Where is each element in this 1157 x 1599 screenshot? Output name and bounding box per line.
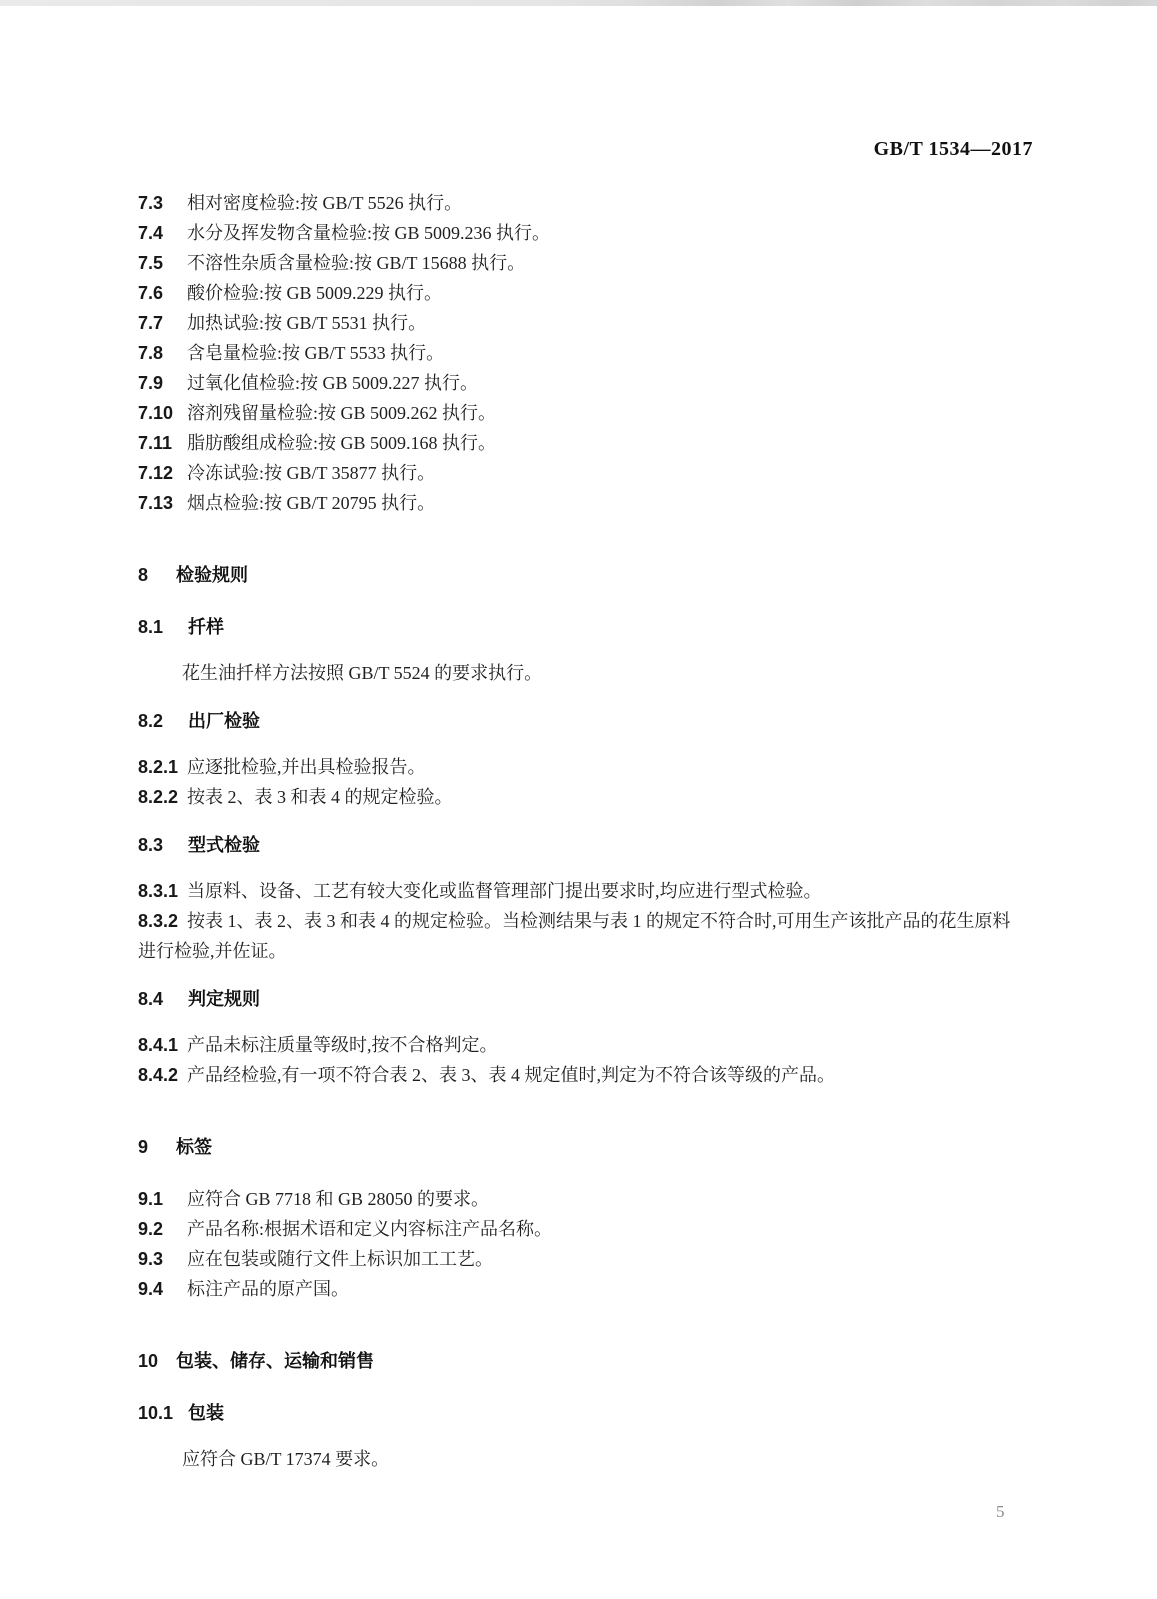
- clause-7-12: [138, 458, 1022, 488]
- subsection-number: 10.1: [138, 1403, 174, 1423]
- subsection-number: 8.2: [138, 711, 164, 731]
- clause-text: 标注产品的原产国。: [187, 1279, 349, 1299]
- clause-text: 应在包装或随行文件上标识加工工艺。: [187, 1249, 493, 1269]
- subsection-title: 判定规则: [188, 989, 260, 1009]
- subsection-number: 8.1: [138, 617, 164, 637]
- paragraph-packaging: 应符合 GB/T 17374 要求。: [182, 1449, 390, 1469]
- clause-number: 8.4.1: [138, 1035, 179, 1055]
- clause-8-2-2: [138, 782, 1022, 812]
- section-number: 10: [138, 1351, 159, 1371]
- clause-number: 7.6: [138, 283, 164, 303]
- clause-number: 7.8: [138, 343, 164, 363]
- clause-text: 酸价检验:按 GB 5009.229 执行。: [187, 283, 443, 303]
- clause-9-3: [138, 1244, 1022, 1274]
- subsection-heading-8-1: [138, 612, 1022, 642]
- clause-text: 应符合 GB 7718 和 GB 28050 的要求。: [187, 1189, 490, 1209]
- clause-7-5: [138, 248, 1022, 278]
- clause-number: 7.13: [138, 493, 174, 513]
- clause-number: 7.10: [138, 403, 174, 423]
- paragraph-sampling: 花生油扦样方法按照 GB/T 5524 的要求执行。: [182, 663, 543, 683]
- subsection-heading-10-1: [138, 1398, 1022, 1428]
- clause-7-6: [138, 278, 1022, 308]
- clause-7-7: [138, 308, 1022, 338]
- subsection-heading-8-3: [138, 830, 1022, 860]
- clause-number: 7.9: [138, 373, 164, 393]
- subsection-title: 型式检验: [188, 835, 260, 855]
- clause-7-11: [138, 428, 1022, 458]
- clause-text: 溶剂残留量检验:按 GB 5009.262 执行。: [187, 403, 497, 423]
- section-title: 包装、储存、运输和销售: [176, 1351, 374, 1371]
- clause-number: 7.11: [138, 433, 173, 453]
- clause-number: 8.2.2: [138, 787, 179, 807]
- section-number: 9: [138, 1137, 149, 1157]
- subsection-number: 8.3: [138, 835, 164, 855]
- clause-number: 7.12: [138, 463, 174, 483]
- standard-number-header: GB/T 1534—2017: [873, 138, 1033, 160]
- clause-7-9: [138, 368, 1022, 398]
- clause-number: 9.2: [138, 1219, 164, 1239]
- subsection-heading-8-2: [138, 706, 1022, 736]
- clause-text: 相对密度检验:按 GB/T 5526 执行。: [187, 193, 463, 213]
- clause-number: 8.3.2: [138, 911, 179, 931]
- clause-9-1: [138, 1184, 1022, 1214]
- clause-number: 8.2.1: [138, 757, 179, 777]
- clause-text: 过氧化值检验:按 GB 5009.227 执行。: [187, 373, 479, 393]
- clause-text: 脂肪酸组成检验:按 GB 5009.168 执行。: [187, 433, 497, 453]
- document-content: [138, 188, 1022, 1488]
- clause-number: 8.3.1: [138, 881, 179, 901]
- clause-text: 不溶性杂质含量检验:按 GB/T 15688 执行。: [187, 253, 526, 273]
- clause-7-8: [138, 338, 1022, 368]
- clause-number: 7.3: [138, 193, 164, 213]
- section-title: 标签: [176, 1137, 212, 1157]
- clause-number: 9.4: [138, 1279, 164, 1299]
- section-number: 8: [138, 565, 149, 585]
- clause-8-4-1: [138, 1030, 1022, 1060]
- clause-number: 7.7: [138, 313, 164, 333]
- clause-text: 产品经检验,有一项不符合表 2、表 3、表 4 规定值时,判定为不符合该等级的产品。: [187, 1065, 835, 1085]
- clause-8-2-1: [138, 752, 1022, 782]
- clause-text: 含皂量检验:按 GB/T 5533 执行。: [187, 343, 445, 363]
- section-title: 检验规则: [176, 565, 248, 585]
- subsection-heading-8-4: [138, 984, 1022, 1014]
- clause-text: 烟点检验:按 GB/T 20795 执行。: [187, 493, 436, 513]
- clause-text: 当原料、设备、工艺有较大变化或监督管理部门提出要求时,均应进行型式检验。: [187, 881, 822, 901]
- clause-7-13: [138, 488, 1022, 518]
- subsection-number: 8.4: [138, 989, 164, 1009]
- clause-text: 水分及挥发物含量检验:按 GB 5009.236 执行。: [187, 223, 551, 243]
- clause-9-2: [138, 1214, 1022, 1244]
- clause-8-4-2: [138, 1060, 1022, 1090]
- clause-8-3-1: [138, 876, 1022, 906]
- clause-7-3: [138, 188, 1022, 218]
- page-number: 5: [996, 1502, 1005, 1521]
- clause-7-10: [138, 398, 1022, 428]
- clause-text: 加热试验:按 GB/T 5531 执行。: [187, 313, 427, 333]
- clause-7-4: [138, 218, 1022, 248]
- clause-text: 按表 1、表 2、表 3 和表 4 的规定检验。当检测结果与表 1 的规定不符合时,可用生产该批产品的花生原料进行检验,并佐证。: [138, 911, 1011, 961]
- subsection-title: 出厂检验: [188, 711, 260, 731]
- subsection-title: 包装: [188, 1403, 224, 1423]
- clause-number: 9.3: [138, 1249, 164, 1269]
- clause-text: 按表 2、表 3 和表 4 的规定检验。: [187, 787, 453, 807]
- scan-artifact-top-edge: [0, 0, 1157, 6]
- clause-text: 冷冻试验:按 GB/T 35877 执行。: [187, 463, 436, 483]
- clause-number: 7.5: [138, 253, 164, 273]
- clause-9-4: [138, 1274, 1022, 1304]
- clause-number: 7.4: [138, 223, 164, 243]
- section-heading-9: [138, 1132, 1022, 1162]
- clause-text: 产品未标注质量等级时,按不合格判定。: [187, 1035, 498, 1055]
- section-heading-10: [138, 1346, 1022, 1376]
- clause-8-3-2: [138, 906, 1022, 966]
- clause-number: 8.4.2: [138, 1065, 179, 1085]
- clause-text: 产品名称:根据术语和定义内容标注产品名称。: [187, 1219, 552, 1239]
- section-heading-8: [138, 560, 1022, 590]
- clause-number: 9.1: [138, 1189, 164, 1209]
- clause-text: 应逐批检验,并出具检验报告。: [187, 757, 426, 777]
- subsection-title: 扦样: [188, 617, 224, 637]
